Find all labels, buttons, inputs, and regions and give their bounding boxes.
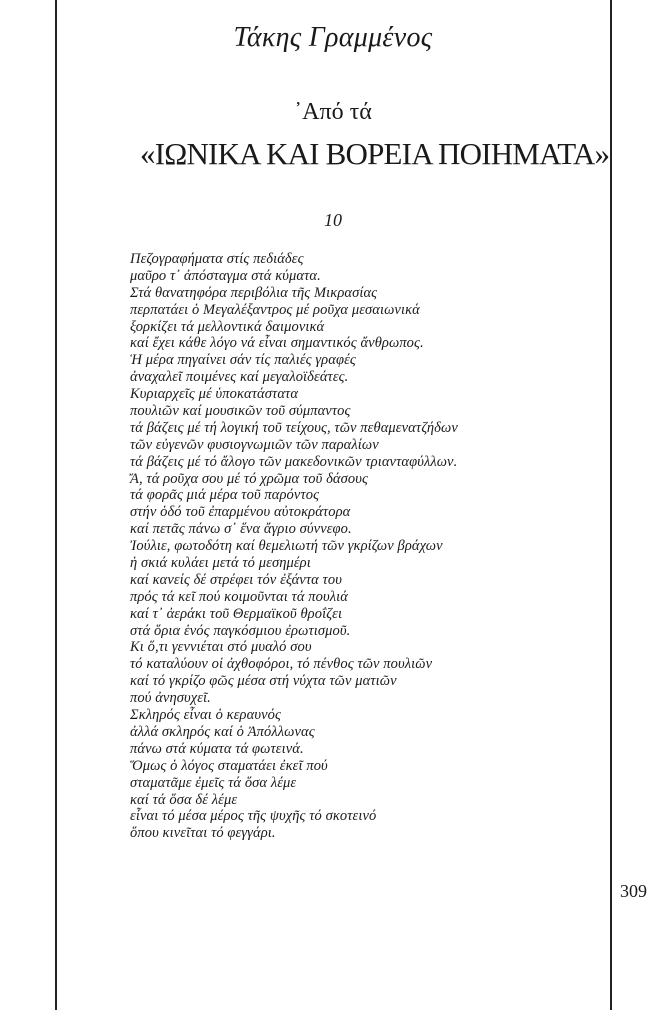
poem-line: Στά θανατηφόρα περιβόλια τῆς Μικρασίας: [130, 284, 378, 301]
poem-line: Ὅμως ὁ λόγος σταματάει ἐκεῖ πού: [130, 757, 328, 774]
poem-line: πού ἀνησυχεῖ.: [130, 690, 211, 707]
right-margin-rule: [610, 0, 612, 1010]
poem-line: Ἡ μέρα πηγαίνει σάν τίς παλιές γραφές: [130, 352, 356, 369]
poem-number: 10: [324, 210, 342, 230]
poem-line: τά βάζεις μέ τό ἄλογο τῶν μακεδονικῶν τριανταφύλλων.: [130, 453, 458, 470]
poem-line: καί τά ὅσα δέ λέμε: [130, 791, 238, 808]
poem-line: τά φορᾶς μιά μέρα τοῦ παρόντος: [130, 487, 320, 504]
poem-line: καί ἔχει κάθε λόγο νά εἶναι σημαντικός ἄνθρωπος.: [130, 335, 424, 352]
poem-line: Ἰούλιε, φωτοδότη καί θεμελιωτή τῶν γκρίζων βράχων: [130, 538, 443, 555]
poem-line: ἀλλά σκληρός καί ὁ Ἀπόλλωνας: [130, 723, 315, 740]
poem-line: τό καταλύουν οἱ ἀχθοφόροι, τό πένθος τῶν πουλιῶν: [130, 656, 433, 673]
poem-line: περπατάει ὁ Μεγαλέξαντρος μέ ροῦχα μεσαιωνικά: [130, 301, 420, 318]
poem-line: Πεζογραφήματα στίς πεδιάδες: [130, 251, 304, 267]
collection-title: «ΙΩΝΙΚΑ ΚΑΙ ΒΟΡΕΙΑ ΠΟΙΗΜΑΤΑ»: [140, 136, 610, 171]
poem-line: μαῦρο τ᾿ ἀπόσταγμα στά κύματα.: [130, 267, 321, 284]
poem-line: πάνω στά κύματα τά φωτεινά.: [130, 740, 304, 757]
poem-line: στήν ὁδό τοῦ ἐπαρμένου αὐτοκράτορα: [130, 504, 351, 521]
poem-line: Κυριαρχεῖς μέ ὑποκατάστατα: [130, 386, 299, 403]
poem-line: εἶναι τό μέσα μέρος τῆς ψυχῆς τό σκοτεινό: [130, 808, 377, 825]
from-label: ᾿Από τά: [294, 99, 372, 125]
poem-line: πρός τά κεῖ πού κοιμοῦνται τά πουλιά: [130, 588, 348, 605]
poem-line: ἀναχαλεῖ ποιμένες καί μεγαλοϊδεάτες.: [130, 369, 349, 386]
poem-body: [130, 251, 600, 842]
poem-line: καί τό γκρίζο φῶς μέσα στή νύχτα τῶν ματιῶν: [130, 673, 397, 690]
poem-line: Σκληρός εἶναι ὁ κεραυνός: [130, 707, 281, 724]
poem-line: Ἄ, τά ροῦχα σου μέ τό χρῶμα τοῦ δάσους: [130, 470, 368, 487]
poem-line: ξορκίζει τά μελλοντικά δαιμονικά: [130, 318, 325, 335]
left-margin-rule: [55, 0, 57, 1010]
page-number: 309: [620, 881, 647, 901]
poem-line: Κι ὅ,τι γεννιέται στό μυαλό σου: [130, 639, 312, 656]
poem-line: καί τ᾿ ἀεράκι τοῦ Θερμαϊκοῦ θροΐζει: [130, 605, 343, 622]
author-name: Τάκης Γραμμένος: [233, 22, 433, 53]
poem-line: τά βάζεις μέ τή λογική τοῦ τείχους, τῶν πεθαμενατζήδων: [130, 419, 458, 436]
poem-line: καί κανείς δέ στρέφει τόν ἐξάντα του: [130, 571, 342, 588]
poem-line: πουλιῶν καί μουσικῶν τοῦ σύμπαντος: [130, 403, 351, 420]
poem-line: σταματᾶμε ἐμεῖς τά ὅσα λέμε: [130, 774, 297, 791]
poem-line: ὅπου κινεῖται τό φεγγάρι.: [130, 825, 276, 842]
poem-line: ἡ σκιά κυλάει μετά τό μεσημέρι: [130, 555, 311, 572]
poem-line: στά ὅρια ἑνός παγκόσμιου ἐρωτισμοῦ.: [130, 622, 351, 639]
poem-line: καί πετᾶς πάνω σ᾿ ἕνα ἄγριο σύννεφο.: [130, 521, 352, 538]
poem-line: τῶν εὐγενῶν φυσιογνωμιῶν τῶν παραλίων: [130, 436, 379, 453]
